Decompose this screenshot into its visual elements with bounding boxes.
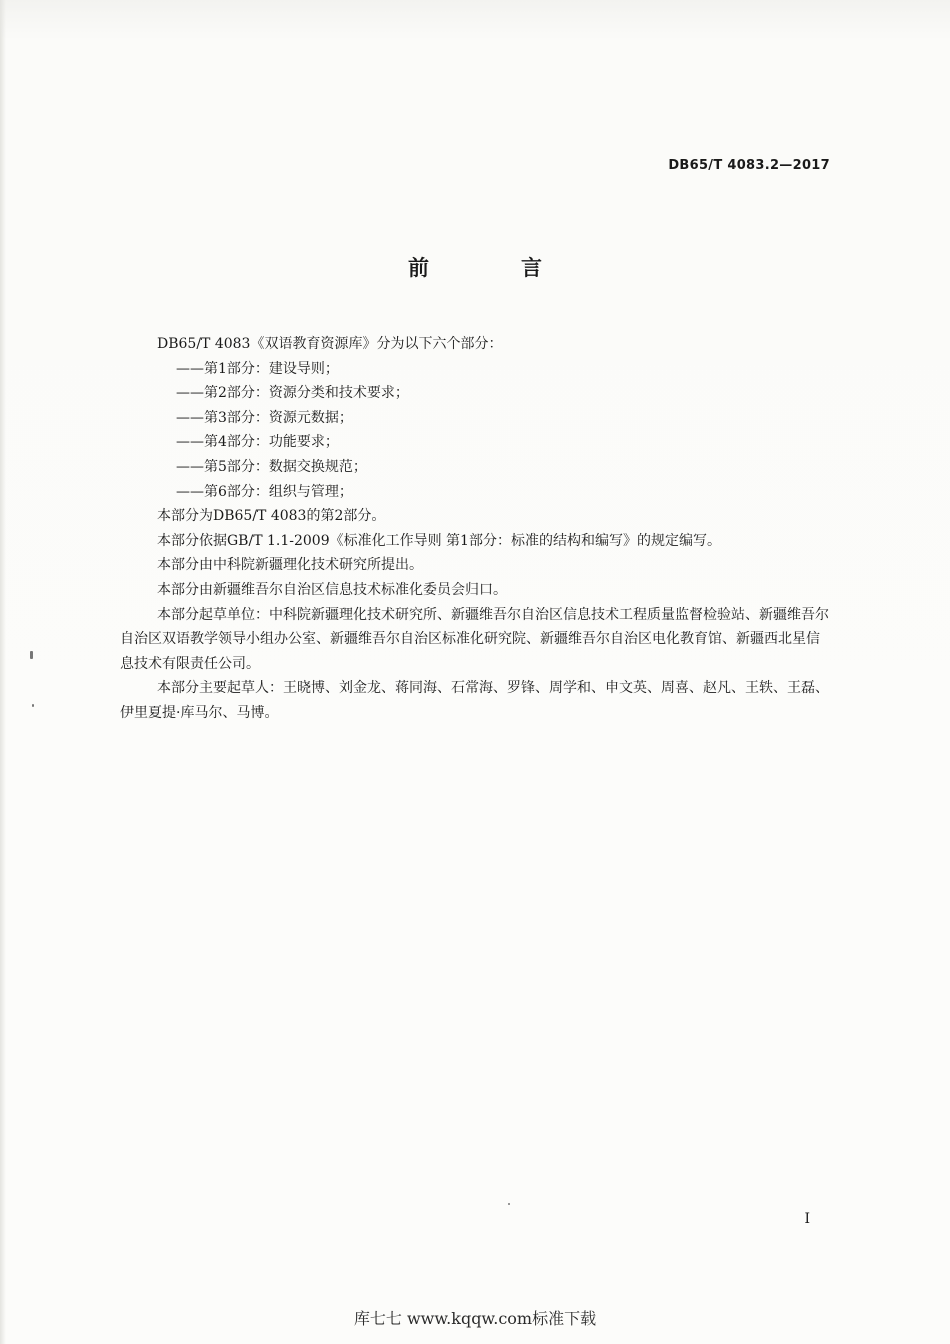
footer-watermark-text: 库七七 www.kqqw.com标准下载 xyxy=(353,1309,597,1328)
scan-speck xyxy=(30,651,33,659)
scan-speck xyxy=(32,704,34,707)
title-char-2: 言 xyxy=(521,256,542,280)
drafting-rule-paragraph: 本部分依据GB/T 1.1-2009《标准化工作导则 第1部分：标准的结构和编写》的规定编写。 xyxy=(157,532,721,549)
part-list-item: ——第1部分：建设导则； xyxy=(176,360,339,377)
managed-by-paragraph: 本部分由新疆维吾尔自治区信息技术标准化委员会归口。 xyxy=(157,581,507,598)
drafters-paragraph: 本部分主要起草人：王晓博、刘金龙、蒋同海、石常海、罗锋、周学和、申文英、周喜、赵凡、王轶、王磊、伊里夏提·库马尔、马博。 xyxy=(120,680,829,721)
page-title xyxy=(0,252,950,282)
drafting-units-paragraph: 本部分起草单位：中科院新疆理化技术研究所、新疆维吾尔自治区信息技术工程质量监督检验站、新疆维吾尔自治区双语教学领导小组办公室、新疆维吾尔自治区标准化研究院、新疆维吾尔自治区电化教育馆、新疆西北星信息技术有限责任公司。 xyxy=(120,606,829,672)
part-list-item: ——第6部分：组织与管理； xyxy=(176,483,353,500)
document-code: DB65/T 4083.2—2017 xyxy=(668,158,830,173)
foreword-body xyxy=(120,332,830,726)
part-list-item: ——第4部分：功能要求； xyxy=(176,434,339,451)
intro-paragraph: DB65/T 4083《双语教育资源库》分为以下六个部分： xyxy=(157,336,503,352)
scan-speck xyxy=(508,1203,510,1205)
this-part-paragraph: 本部分为DB65/T 4083的第2部分。 xyxy=(157,508,386,525)
page-number: I xyxy=(804,1211,810,1227)
part-list-item: ——第2部分：资源分类和技术要求； xyxy=(176,385,409,402)
scan-edge-shadow xyxy=(0,0,6,1344)
title-char-1: 前 xyxy=(408,256,429,280)
part-list-item: ——第3部分：资源元数据； xyxy=(176,409,353,426)
part-list-item: ——第5部分：数据交换规范； xyxy=(176,458,367,475)
proposed-by-paragraph: 本部分由中科院新疆理化技术研究所提出。 xyxy=(157,557,423,574)
